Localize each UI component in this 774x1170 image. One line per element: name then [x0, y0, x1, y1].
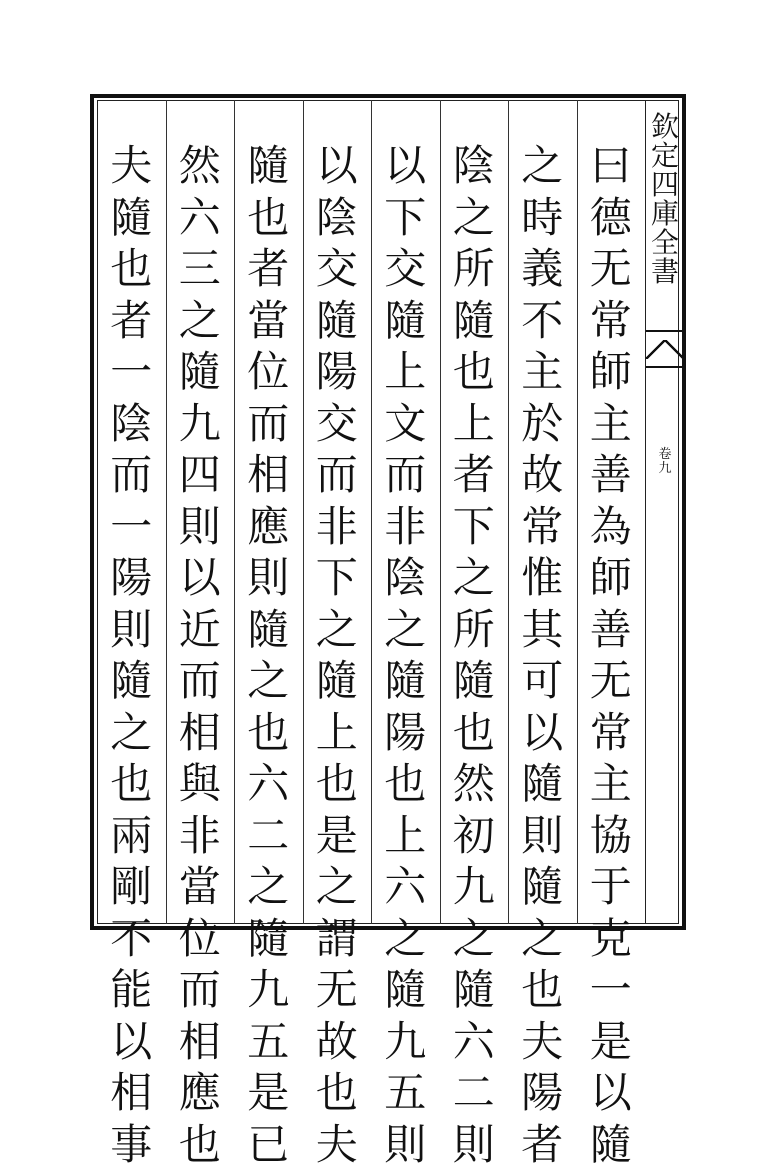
column-char: 可	[511, 655, 573, 707]
column-char: 為	[580, 501, 642, 553]
column-char: 故	[306, 1016, 368, 1068]
text-column	[306, 140, 368, 1170]
column-char: 是	[237, 1067, 299, 1119]
column-char: 德	[580, 192, 642, 244]
column-char: 克	[580, 913, 642, 965]
column-char: 五	[237, 1016, 299, 1068]
column-char: 以	[306, 140, 368, 192]
column-char: 之	[169, 295, 231, 347]
column-char: 非	[374, 501, 436, 553]
column-char: 則	[374, 1119, 436, 1170]
column-char: 也	[306, 1067, 368, 1119]
column-char: 則	[511, 810, 573, 862]
column-char: 相	[237, 449, 299, 501]
column-char: 已	[237, 1119, 299, 1170]
column-char: 初	[443, 810, 505, 862]
column-char: 應	[169, 1067, 231, 1119]
column-char: 則	[237, 552, 299, 604]
column-char: 一	[100, 501, 162, 553]
column-char: 義	[511, 243, 573, 295]
column-char: 不	[100, 913, 162, 965]
column-char: 之	[443, 192, 505, 244]
column-char: 四	[169, 449, 231, 501]
column-char: 以	[511, 707, 573, 759]
column-char: 上	[443, 398, 505, 450]
column-char: 隨	[374, 295, 436, 347]
column-char: 之	[306, 604, 368, 656]
column-char: 隨	[374, 655, 436, 707]
column-char: 也	[511, 964, 573, 1016]
column-char: 五	[374, 1067, 436, 1119]
column-rule	[371, 100, 372, 924]
column-char: 隨	[443, 655, 505, 707]
column-char: 常	[511, 501, 573, 553]
column-char: 位	[237, 346, 299, 398]
column-char: 主	[580, 398, 642, 450]
column-char: 剛	[100, 861, 162, 913]
column-char: 夫	[100, 140, 162, 192]
column-char: 隨	[306, 655, 368, 707]
column-char: 交	[374, 243, 436, 295]
column-char: 協	[580, 810, 642, 862]
column-char: 兩	[100, 810, 162, 862]
column-char: 當	[169, 861, 231, 913]
column-char: 主	[511, 346, 573, 398]
column-char: 隨	[374, 964, 436, 1016]
column-char: 九	[443, 861, 505, 913]
column-char: 下	[443, 501, 505, 553]
column-char: 隨	[237, 604, 299, 656]
column-char: 而	[100, 449, 162, 501]
column-char: 相	[169, 707, 231, 759]
juan-char: 卷	[652, 448, 678, 462]
column-char: 也	[169, 1119, 231, 1170]
column-char: 不	[511, 295, 573, 347]
column-char: 一	[100, 346, 162, 398]
column-char: 也	[237, 707, 299, 759]
column-char: 事	[100, 1119, 162, 1170]
column-char: 无	[580, 655, 642, 707]
juan-char: 九	[652, 462, 678, 476]
column-char: 常	[580, 295, 642, 347]
column-char: 善	[580, 449, 642, 501]
column-char: 與	[169, 758, 231, 810]
column-char: 隨	[100, 655, 162, 707]
column-char: 也	[443, 707, 505, 759]
column-char: 九	[374, 1016, 436, 1068]
column-char: 也	[100, 243, 162, 295]
column-char: 无	[580, 243, 642, 295]
column-char: 之	[443, 552, 505, 604]
column-char: 之	[237, 861, 299, 913]
column-char: 非	[169, 810, 231, 862]
column-char: 主	[580, 758, 642, 810]
column-char: 而	[169, 655, 231, 707]
column-char: 下	[374, 192, 436, 244]
column-char: 以	[580, 1067, 642, 1119]
column-char: 于	[580, 861, 642, 913]
column-char: 隨	[443, 964, 505, 1016]
column-char: 非	[306, 501, 368, 553]
column-char: 而	[237, 398, 299, 450]
column-char: 其	[511, 604, 573, 656]
column-char: 之	[511, 140, 573, 192]
banner-divider	[645, 100, 646, 924]
column-char: 然	[443, 758, 505, 810]
column-char: 交	[306, 398, 368, 450]
column-char: 六	[443, 1016, 505, 1068]
book-title	[648, 112, 682, 286]
column-char: 以	[374, 140, 436, 192]
column-char: 相	[169, 1016, 231, 1068]
column-char: 師	[580, 346, 642, 398]
column-char: 下	[306, 552, 368, 604]
column-char: 當	[237, 295, 299, 347]
column-char: 一	[580, 964, 642, 1016]
column-char: 曰	[580, 140, 642, 192]
title-char: 欽	[648, 112, 682, 141]
column-char: 而	[306, 449, 368, 501]
column-char: 六	[237, 758, 299, 810]
fishtail-mark	[646, 330, 684, 368]
column-char: 陽	[511, 1067, 573, 1119]
column-char: 之	[443, 913, 505, 965]
column-char: 時	[511, 192, 573, 244]
column-rule	[440, 100, 441, 924]
column-char: 之	[100, 707, 162, 759]
column-char: 者	[237, 243, 299, 295]
column-char: 於	[511, 398, 573, 450]
column-char: 隨	[306, 295, 368, 347]
column-char: 所	[443, 604, 505, 656]
column-char: 也	[374, 758, 436, 810]
column-char: 陰	[100, 398, 162, 450]
column-char: 之	[511, 913, 573, 965]
column-char: 則	[100, 604, 162, 656]
column-char: 惟	[511, 552, 573, 604]
column-char: 之	[374, 913, 436, 965]
column-char: 近	[169, 604, 231, 656]
column-rule	[508, 100, 509, 924]
title-char: 定	[648, 141, 682, 170]
text-column	[511, 140, 573, 1170]
column-char: 以	[169, 552, 231, 604]
column-char: 上	[374, 810, 436, 862]
column-char: 交	[306, 243, 368, 295]
column-char: 而	[374, 449, 436, 501]
column-char: 也	[443, 346, 505, 398]
column-rule	[577, 100, 578, 924]
column-char: 而	[169, 964, 231, 1016]
column-char: 以	[100, 1016, 162, 1068]
column-char: 文	[374, 398, 436, 450]
column-char: 六	[374, 861, 436, 913]
text-column	[169, 140, 231, 1170]
column-char: 陽	[306, 346, 368, 398]
column-char: 九	[169, 398, 231, 450]
column-char: 者	[100, 295, 162, 347]
column-char: 无	[306, 964, 368, 1016]
column-char: 陰	[443, 140, 505, 192]
column-char: 九	[237, 964, 299, 1016]
juan-number	[652, 448, 678, 476]
column-char: 相	[100, 1067, 162, 1119]
column-char: 則	[169, 501, 231, 553]
column-char: 故	[511, 449, 573, 501]
column-char: 師	[580, 552, 642, 604]
column-char: 二	[443, 1067, 505, 1119]
column-char: 也	[306, 758, 368, 810]
column-char: 謂	[306, 913, 368, 965]
column-char: 陰	[374, 552, 436, 604]
title-char: 四	[648, 170, 682, 199]
column-char: 之	[374, 604, 436, 656]
column-char: 隨	[237, 913, 299, 965]
column-char: 善	[580, 604, 642, 656]
column-char: 夫	[511, 1016, 573, 1068]
column-char: 陽	[100, 552, 162, 604]
column-char: 是	[580, 1016, 642, 1068]
column-char: 三	[169, 243, 231, 295]
column-char: 位	[169, 913, 231, 965]
column-rule	[303, 100, 304, 924]
column-char: 上	[374, 346, 436, 398]
text-column	[443, 140, 505, 1170]
column-char: 是	[306, 810, 368, 862]
column-char: 陰	[306, 192, 368, 244]
column-char: 也	[237, 192, 299, 244]
column-char: 之	[306, 861, 368, 913]
title-char: 書	[648, 257, 682, 286]
text-column	[580, 140, 642, 1170]
text-column	[237, 140, 299, 1170]
column-char: 隨	[443, 295, 505, 347]
column-char: 能	[100, 964, 162, 1016]
column-char: 隨	[511, 861, 573, 913]
column-char: 應	[237, 501, 299, 553]
column-char: 隨	[511, 758, 573, 810]
column-char: 則	[443, 1119, 505, 1170]
column-char: 者	[511, 1119, 573, 1170]
column-char: 也	[100, 758, 162, 810]
column-char: 所	[443, 243, 505, 295]
column-char: 常	[580, 707, 642, 759]
column-rule	[234, 100, 235, 924]
title-char: 庫	[648, 199, 682, 228]
column-char: 上	[306, 707, 368, 759]
column-char: 者	[443, 449, 505, 501]
column-rule	[166, 100, 167, 924]
title-char: 全	[648, 228, 682, 257]
column-char: 二	[237, 810, 299, 862]
column-char: 陽	[374, 707, 436, 759]
column-char: 隨	[237, 140, 299, 192]
column-char: 然	[169, 140, 231, 192]
column-char: 隨	[100, 192, 162, 244]
text-column	[374, 140, 436, 1170]
column-char: 六	[169, 192, 231, 244]
text-column	[100, 140, 162, 1170]
column-char: 之	[237, 655, 299, 707]
column-char: 夫	[306, 1119, 368, 1170]
column-char: 隨	[580, 1119, 642, 1170]
column-char: 隨	[169, 346, 231, 398]
